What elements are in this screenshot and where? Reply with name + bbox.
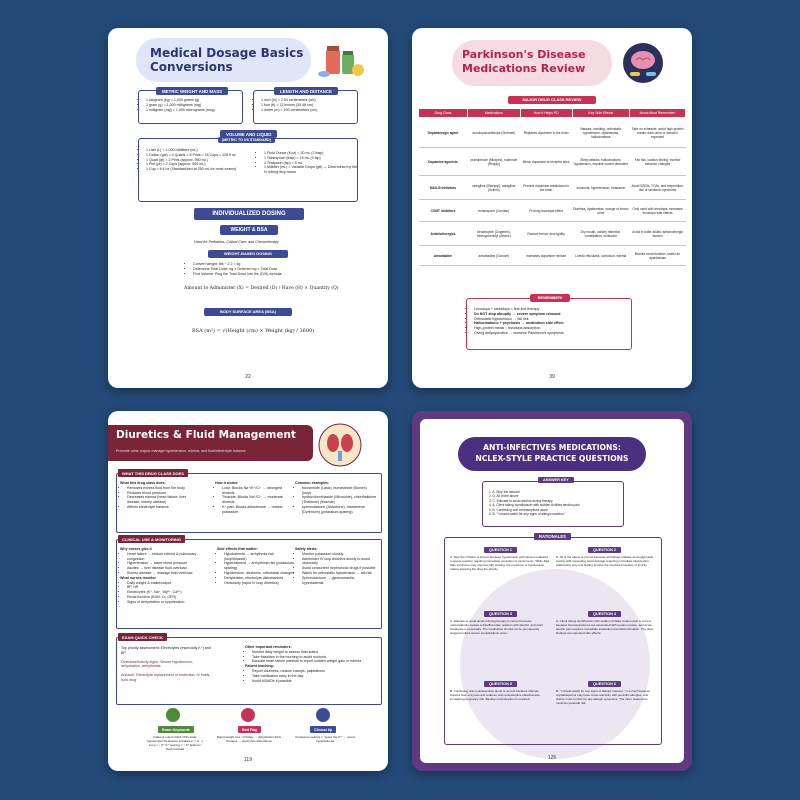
medicine-bottles-icon (316, 42, 368, 80)
page-anti-infectives (412, 411, 692, 771)
table-cell: Amantadine (419, 246, 468, 266)
col-heading: What nurses monitor (120, 575, 156, 580)
list-item: • Affects electrolyte balance (127, 505, 200, 510)
bsa-label: BODY SURFACE AREA (BSA) (204, 308, 292, 316)
list-item: • Hypotension, dizziness, orthostatic changes (224, 571, 295, 576)
table-row (419, 246, 686, 266)
table-row (419, 118, 686, 148)
what-label: WHAT THIS DRUG CLASS DOES (118, 469, 188, 477)
table-cell: amantadine (Gocovri) (467, 246, 520, 266)
table-cell: Diarrhea, dyskinesias, orange or brown urine (572, 200, 630, 222)
clinical-tip-icon (316, 708, 330, 722)
list-item: • Daily weight & intake/output (127, 581, 208, 586)
table-row (419, 148, 686, 176)
list-item: • 1 inch (in) = 2.54 centimeters (cm) (261, 98, 357, 103)
answer-item: 5. B. Continuing oral contraceptives alone (489, 507, 549, 512)
table-cell: Monitor renal function; useful for dyskinesias (630, 246, 686, 266)
weight-based-list (186, 262, 353, 276)
page-number: 125 (547, 755, 557, 761)
list-item: • Dehydration, electrolyte disturbances (224, 576, 295, 581)
col-heading: Common examples: (295, 481, 330, 485)
table-cell: Take on schedule; avoid high-protein meals; dark urine or sweat is expected (630, 118, 686, 148)
list (120, 486, 200, 510)
list-item: • Take medication early in the day (252, 674, 377, 679)
page-header (108, 425, 313, 461)
volume-list-left (139, 148, 264, 172)
table-cell: Dry mouth, urinary retention, constipation, confusion (572, 222, 630, 246)
weight-bsa-label: WEIGHT & BSA (220, 225, 278, 235)
table-header: How It Helps PD (520, 109, 572, 118)
list-item: • hydrochlorothiazide (Microzide), chlorthalidone (Thalitone) (thiazide) (302, 495, 377, 505)
list-item: • Determine Total Dose: kg × Ordered mg = Total Dose (193, 267, 353, 272)
list-item: • Avoid concurrent nephrotoxic drugs if possible (302, 566, 377, 571)
question-3-text: C. Educate to avoid alcohol during therapy is correct because metronidazole causes a disulfiram-like reaction with alcohol, and strict avoidance is necessary. The medication should not be permanently stopped unless severe complications occur. (450, 619, 543, 635)
page-dosage-conversions (108, 28, 388, 388)
question-4-label: QUESTION 4 (588, 611, 621, 617)
list-item: • Loop: Blocks Na⁺/K⁺/Cl⁻ → strongest diuresis (222, 486, 295, 496)
list-item: • Signs of dehydration or hypotension (127, 600, 208, 605)
table-row (419, 222, 686, 246)
list-item: • 1 Tablespoon (tbsp) = 15 mL (3 tsp) (264, 156, 360, 161)
page-inner (420, 419, 684, 763)
exam-keywords-icon (166, 708, 180, 722)
list-item: • 1 foot (ft) = 12 inches (30.48 cm) (261, 103, 357, 108)
bsa-formula: BSA (m²) = √(Height (cm) × Weight (kg) / 3600) (192, 328, 315, 334)
table-cell: Reduce tremor and rigidity (520, 222, 572, 246)
question-2-text: D. All of the above is correct because all findings indicate aminoglycoside toxicity with impending renal damage requiring immediate intervention. Addressing only one finding ignores the combined severity of toxicity. (556, 555, 654, 567)
answer-key-label: ANSWER KEY (538, 477, 574, 483)
brain-icon (622, 42, 664, 84)
list-item: • furosemide (Lasix), bumetanide (Bumex) (loop) (302, 486, 377, 496)
question-6-label: QUESTION 6 (588, 681, 621, 687)
answer-item: 2. D. All of the above (489, 494, 519, 499)
exam-label: EXAM QUICK CHECK (118, 633, 167, 641)
page-title: ANTI-INFECTIVES MEDICATIONS: NCLEX-STYLE PRACTICE QUESTIONS (458, 437, 646, 471)
list-item: • Thiazide: Blocks Na⁺/Cl⁻ → moderate diuresis (222, 495, 295, 505)
question-4-text: A. Client taking ciprofloxacin with sudden Achilles tendon pain is correct because fluoroquinolones are associated with tendon rupture, and acute tendon pain requires immediate evaluation and discontinuation. The other findings are expected side effects. (556, 619, 654, 635)
question-3-label: QUESTION 3 (484, 611, 517, 617)
list (295, 552, 377, 586)
list (120, 581, 208, 605)
weight-bsa-note: Used for Pediatrics, Critical Care, and Chemotherapy (194, 240, 279, 244)
list-item: • Orthostatic hypotension → fall risk (474, 317, 631, 322)
list-item: • Hyperkalemia → arrhythmia risk (potassium-sparing) (224, 561, 295, 571)
exam-section (116, 637, 382, 705)
list-item: • Report dizziness, muscle cramps, palpitations (252, 669, 377, 674)
table-cell: pramipexole (Mirapex), ropinirole (Requip) (467, 148, 520, 176)
question-6-text: B. "I should watch for any signs of allergic reaction." is correct because cephalosporins may have cross-reactivity with penicillin allergies, and clients must monitor for any allergic symptoms. The other statements minimize potential risk. (556, 689, 651, 705)
red-flag-text: Rapid weight loss >2 lb/day → dehydration ECG changes → electrolyte disturbance (216, 735, 282, 743)
table-cell: entacapone (Comtan) (467, 200, 520, 222)
list-item: • Removes excess fluid from the body (127, 486, 200, 491)
col-heading: Patient teaching: (245, 664, 274, 669)
table-cell: Fall risk, caution driving; monitor behavior changes (630, 148, 686, 176)
list-item: • Kidney disease → manage fluid overload (127, 571, 208, 576)
question-5-label: QUESTION 5 (484, 681, 517, 687)
list-item: • Electrolytes (K⁺, Na⁺, Mg²⁺, Ca²⁺) (127, 590, 208, 595)
table-cell: Dopamine agonists (419, 148, 468, 176)
list-item: • Convert weight: lbs ÷ 2.2 = kg (193, 262, 353, 267)
table-cell: Prevent dopamine breakdown in the brain (520, 176, 572, 200)
table-header: Medications (467, 109, 520, 118)
table-cell: Prolong levodopa effect (520, 200, 572, 222)
volume-sublabel: (METRIC TO US STANDARD) (218, 137, 275, 143)
list-item: • 1 Pint (pt) = 2 Cups (approx. 500 mL) (146, 162, 264, 167)
list-item: • Take thiazides in the morning to avoid nocturia (252, 655, 377, 660)
metric-box (138, 90, 243, 124)
table-cell: MAO-B inhibitors (419, 176, 468, 200)
list-item: • 1 Gallon (gal) = 4 Quarts = 8 Pints = 16 Cups = 128 fl oz (146, 153, 264, 158)
list (295, 486, 377, 515)
page-number: 119 (244, 757, 252, 763)
list-item: • Monitor daily weight to assess fluid status (252, 650, 377, 655)
exam-item: Overdose/toxicity signs: Severe hypotension, dehydration, arrhythmias (121, 659, 193, 669)
exam-item: Antidote: Electrolyte replacement or restriction, IV fluids, hold drug (121, 673, 211, 682)
table-cell: Avoid in older adults; anticholinergic burden (630, 222, 686, 246)
list-item: • Spironolactone → gynecomastia, hyperkalemia (302, 576, 377, 586)
clinical-col-2 (217, 547, 295, 585)
clinical-col-3 (295, 547, 377, 585)
table-cell: Increases dopamine release (520, 246, 572, 266)
table-cell: Nausea, vomiting, orthostatic hypotension, dyskinesias, hallucinations (572, 118, 630, 148)
page-number: 39 (549, 374, 555, 380)
length-box (253, 90, 358, 124)
table-header: Nurse Must Remember! (630, 109, 686, 118)
kidneys-icon (318, 423, 362, 467)
table-cell: levodopa/carbidopa (Sinemet) (467, 118, 520, 148)
list (120, 552, 208, 576)
table-row (419, 176, 686, 200)
volume-list-right (257, 151, 360, 175)
list-item: • Educate heart failure patients to report sudden weight gain or edema (252, 659, 377, 664)
col-heading: Safety alerts: (295, 547, 318, 551)
list-item: • Do NOT stop abruptly → severe symptom rebound (474, 312, 631, 317)
col-heading: Why nurses give it (120, 547, 152, 551)
clinical-label: CLINICAL USE & MONITORING (118, 535, 185, 543)
clinical-tip-text: Potassium-sparing = "spare the K⁺" → avoid hyperkalemia (295, 735, 355, 743)
list-item: • Reduces blood pressure (127, 491, 200, 496)
page-number: 22 (245, 374, 251, 380)
list-item: • Watch for orthostatic hypotension → fall risk (302, 571, 377, 576)
answer-item: 3. C. Educate to avoid alcohol during therapy (489, 498, 553, 503)
exam-keywords-label: Exam Keywords (158, 726, 194, 733)
list-item: • 1 milligram (mg) = 1,000 micrograms (mcg) (146, 108, 242, 113)
length-label: LENGTH AND DISTANCE (274, 87, 338, 95)
red-flag-label: Red Flag (238, 726, 261, 733)
list-item: • K⁺-part: Blocks aldosterone → retains potassium (222, 505, 295, 515)
table-cell: Anticholinergics (419, 222, 468, 246)
list-item: • 1 meter (m) = 100 centimeters (cm) (261, 108, 357, 113)
length-list (254, 98, 357, 112)
table-cell: Avoid SSRIs, TCAs, and meperidine; risk of serotonin syndrome (630, 176, 686, 200)
list-item: • Administer IV loop diuretics slowly to avoid ototoxicity (302, 557, 377, 567)
answer-item: 1. A. Stop the infusion (489, 490, 521, 494)
list-item: • 1 Liter (L) = 1,000 milliliters (mL) (146, 148, 264, 153)
table-header: Drug Class (419, 109, 468, 118)
clinical-section (116, 539, 382, 629)
table-row (419, 200, 686, 222)
exam-item: Top priority assessment: Electrolytes (especially K⁺) and BP (121, 646, 211, 655)
remember-label: REMEMBER! (530, 294, 570, 302)
what-col-2 (215, 481, 295, 515)
question-1-text: A. Stop the infusion is correct because hypotension with infusion indicates a severe reaction requiring immediate cessation of vancomycin. While Red Man syndrome may improve with slowing, the presence of hypotension makes stopping the drug the priority. (450, 555, 550, 571)
page-parkinsons-medications (412, 28, 692, 388)
table-cell: Replaces dopamine in the brain (520, 118, 572, 148)
list-item: • Hallucinations + psychosis → medication side effect (474, 321, 631, 326)
exam-keywords-text: Intake & output (I&O) Orthostatic hypotension Potassium imbalance (↑ or ↓) Loop = ↓ K⁺ K⁺-sparing = ↑ K⁺ Edema / fluid overload (147, 735, 203, 751)
list (217, 552, 295, 586)
list (215, 486, 295, 515)
list-item: • 1 Cup = 8 fl oz (Standardized at 250 mL for most exams) (146, 167, 264, 172)
individualized-banner: INDIVIDUALIZED DOSING (194, 208, 304, 220)
table-cell: Livedo reticularis, confusion, edema (572, 246, 630, 266)
question-5-text: B. Continuing oral contraceptives alone is correct because rifampin induces liver enzymes and reduces oral contraceptive effectiveness, increasing pregnancy risk. Backup contraception is required. (450, 689, 541, 701)
col-heading: How it works: (215, 481, 239, 485)
list-item: • High-protein meals ↓ levodopa absorption (474, 326, 631, 331)
list-item: • Giving antipsychotics → worsens Parkinson's symptoms (474, 331, 631, 336)
remember-box (466, 298, 632, 350)
what-col-3 (295, 481, 377, 515)
table-cell: Insomnia, hypertension, headache (572, 176, 630, 200)
answer-item: 4. A. Client taking ciprofloxacin with sudden Achilles tendon pain (489, 503, 580, 508)
page-diuretics (108, 411, 388, 771)
list-item: • 1 Quart (qt) = 2 Pints (approx. 950 mL) (146, 158, 264, 163)
table-cell: Only used with levodopa; increases levodopa side effects (630, 200, 686, 222)
list-item: • Heart failure → reduce edema & pulmonary congestion (127, 552, 208, 562)
exam-col-left (121, 646, 213, 683)
col-heading: Other important reminders: (245, 645, 292, 649)
table-header-row (419, 109, 686, 118)
page-title: Parkinson's Disease Medications Review (462, 48, 586, 75)
list-item: • Hypokalemia → arrhythmia risk (loop/thiazide) (224, 552, 295, 562)
list-item: • Ascites → liver disease fluid overload (127, 566, 208, 571)
answer-key-box (482, 481, 624, 527)
list-item: • Avoid NSAIDs if possible (252, 679, 377, 684)
table-header: Key Side Effects (572, 109, 630, 118)
weight-based-label: WEIGHT-BASED DOSING (208, 250, 288, 258)
metric-list (139, 98, 242, 112)
volume-box (138, 138, 358, 202)
page-title-box (136, 38, 311, 82)
red-flag-icon (241, 708, 255, 722)
list-item: • Monitor potassium closely (302, 552, 377, 557)
clinical-tip-label: Clinical tip (310, 726, 336, 733)
answer-item: 6. B. "I should watch for any signs of allergic reaction." (489, 512, 566, 517)
col-heading: Side effects that matter: (217, 547, 258, 551)
list-item: • BP, HR (127, 585, 208, 590)
list-item: • 1 kilogram (kg) = 1,000 grams (g) (146, 98, 242, 103)
remember-list (467, 307, 631, 336)
page-title: Diuretics & Fluid Management (116, 429, 296, 441)
table-cell: Mimic dopamine at receptor sites (520, 148, 572, 176)
drug-class-table (418, 108, 686, 266)
question-2-label: QUESTION 2 (588, 547, 621, 553)
table-cell: Sleep attacks, hallucinations, hypotension, impulse control disorders (572, 148, 630, 176)
what-section (116, 473, 382, 533)
page-title-box (452, 40, 612, 86)
table-cell: Dopaminergic agent (419, 118, 468, 148)
list (245, 650, 377, 664)
exam-col-right (245, 645, 377, 683)
page-title: Medical Dosage Basics Conversions (150, 46, 304, 74)
table-cell: selegiline (Eldepryl), rasagiline (Azilect) (467, 176, 520, 200)
metric-label: METRIC WEIGHT AND MASS (156, 87, 228, 95)
page-subtitle: Promote urine output, manage hypertension, edema, and fluid/electrolyte balance (116, 449, 246, 453)
list-item: • 1 Milliliter (mL) = Variable Drops (gtt) — Determined by the IV tubing drop factor (264, 165, 360, 175)
list-item: • Renal function (BUN, Cr, GFR) (127, 595, 208, 600)
list-item: • Levodopa + carbidopa = first-line therapy (474, 307, 631, 312)
review-label: MAJOR DRUG CLASS REVIEW (508, 96, 596, 104)
list-item: • 1 Teaspoon (tsp) = 5 mL (264, 161, 360, 166)
list-item: • Ototoxicity (rapid IV loop diuretics) (224, 581, 295, 586)
list (245, 669, 377, 683)
list-item: • spironolactone (Aldactone), triamterene (Dyrenium) (potassium-sparing) (302, 505, 377, 515)
list-item: • Find Volume: Plug the Total Dose into the (D/H) formula. (193, 272, 353, 277)
rationales-label: RATIONALES (534, 533, 571, 540)
volume-label: VOLUME AND LIQUID (220, 130, 277, 138)
answer-key-list (489, 490, 623, 516)
table-cell: benztropine (Cogentin), trihexyphenidyl (Artane) (467, 222, 520, 246)
table-cell: COMT inhibitors (419, 200, 468, 222)
dosage-formula: Amount to Administer (X) = Desired (D) / Have (H) × Quantity (Q) (184, 286, 339, 291)
list-item: • 1 Fluid Ounce (fl oz) = 30 mL (2 tbsp) (264, 151, 360, 156)
question-1-label: QUESTION 1 (484, 547, 517, 553)
list-item: • Decreases edema (heart failure, liver disease, kidney disease) (127, 495, 200, 505)
list-item: • Hypertension → lower blood pressure (127, 561, 208, 566)
what-col-1 (120, 481, 200, 510)
col-heading: What this drug class does: (120, 481, 166, 485)
list-item: • 1 gram (g) = 1,000 milligrams (mg) (146, 103, 242, 108)
clinical-col-1 (120, 547, 208, 605)
